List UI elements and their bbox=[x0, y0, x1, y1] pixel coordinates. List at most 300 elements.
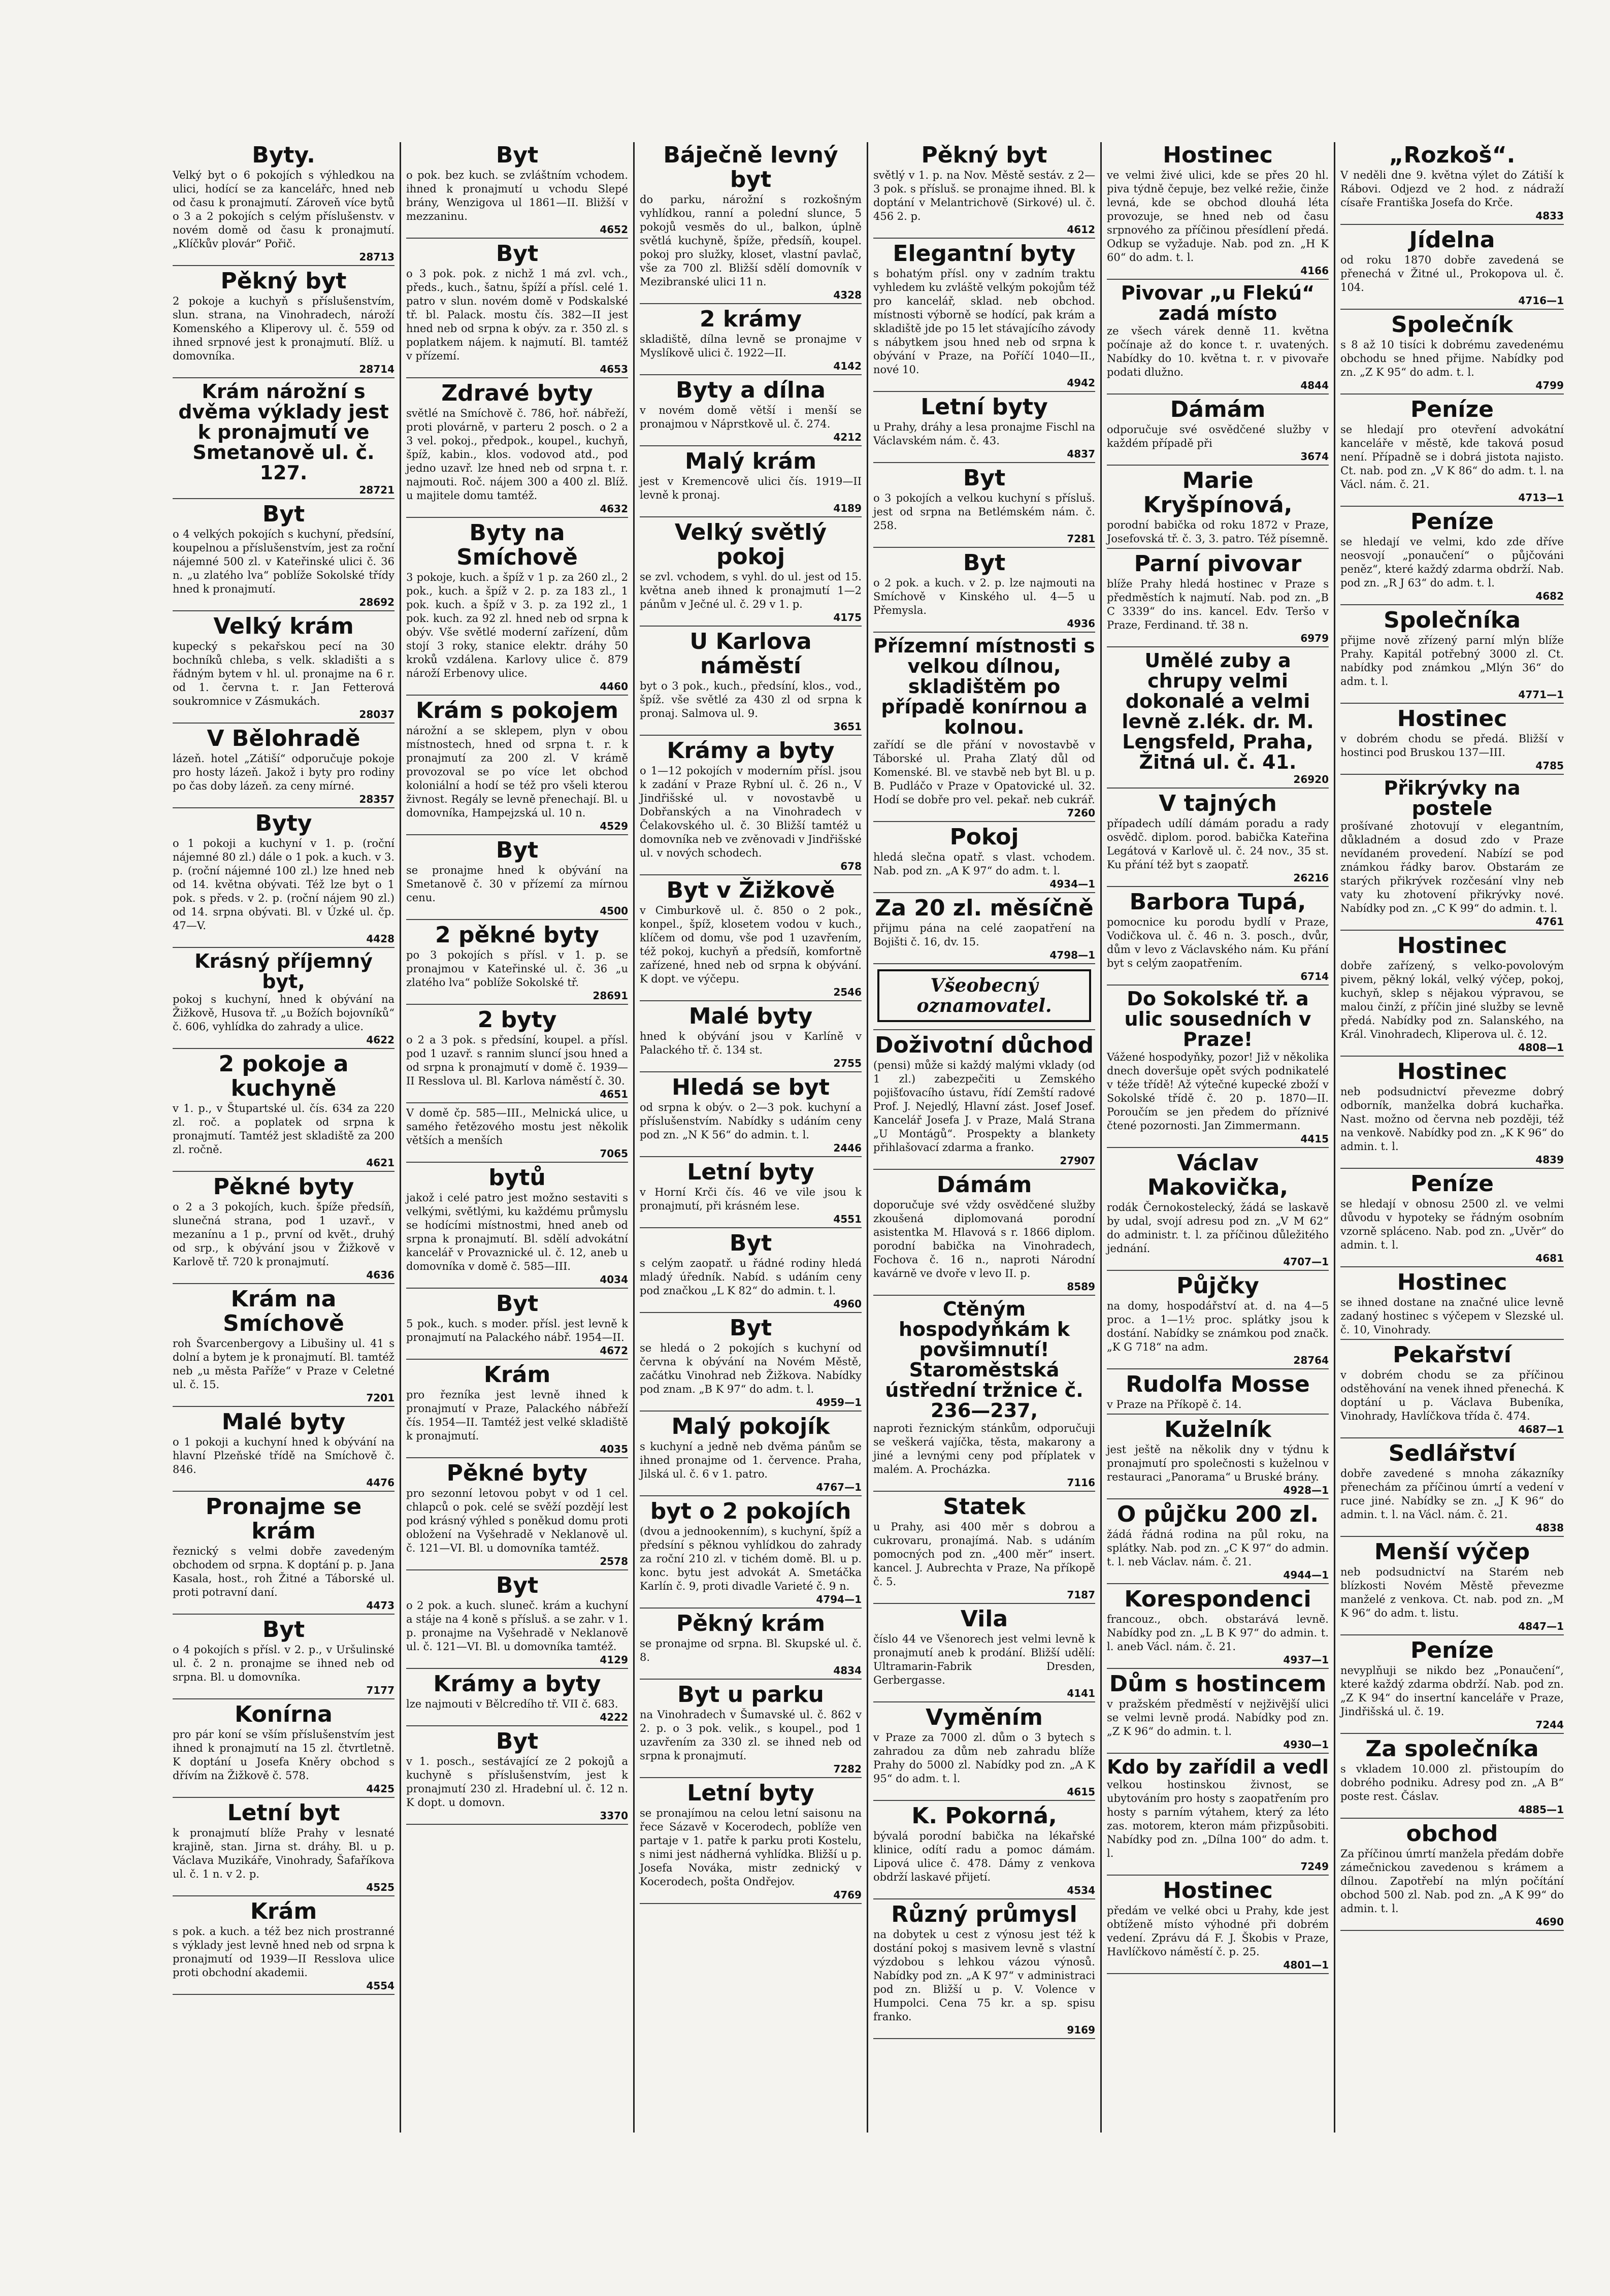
ad-heading: Krám na Smíchově bbox=[223, 1286, 344, 1336]
ad-body: v Horní Krči čís. 46 ve vile jsou k pronajmutí, při krásném lese. bbox=[640, 1186, 862, 1212]
ad-heading: Krám s pokojem bbox=[416, 698, 618, 724]
ad-heading: Statek bbox=[943, 1494, 1026, 1520]
ad-heading: Letní byty bbox=[687, 1159, 814, 1185]
ad-number: 4801—1 bbox=[1283, 1959, 1329, 1971]
ad-number: 4672 bbox=[600, 1344, 628, 1357]
ad-heading: Sedlářství bbox=[1388, 1440, 1516, 1466]
classified-ad bbox=[873, 1903, 1095, 2039]
classified-ad bbox=[1340, 707, 1564, 775]
ad-body: k pronajmutí blíže Prahy v lesnaté krajině, stan. Jirna st. dráhy. Bl. u p. Václava Muzikáře, Vinohrady, Šafaříkova ul. č. 1 n. v 2. p. bbox=[173, 1827, 395, 1880]
ad-body: žádá řádná rodina na půl roku, na splátky. Nab. pod zn. „C K 97“ do admin. t. l. neb Václav. nám. č. 21. bbox=[1107, 1528, 1329, 1568]
ad-number: 4142 bbox=[833, 360, 862, 372]
classified-ad bbox=[1107, 469, 1329, 549]
ad-body: 5 pok., kuch. s moder. přísl. jest levně k pronajmutí na Palackého nábř. 1954—II. bbox=[406, 1318, 628, 1343]
classified-ad bbox=[173, 381, 395, 499]
classified-ad bbox=[406, 381, 628, 518]
ad-body: se pronajme hned k obývání na Smetanově č. 30 v přízemí za mírnou cenu. bbox=[406, 864, 628, 904]
classified-ad bbox=[1107, 283, 1329, 395]
classified-ad bbox=[873, 1804, 1095, 1899]
ad-number: 27907 bbox=[1060, 1155, 1095, 1167]
ad-heading: Pivovar „u Flekú“ zadá místo bbox=[1121, 282, 1315, 324]
ad-number: 26920 bbox=[1293, 773, 1329, 785]
ad-heading: Za společníka bbox=[1365, 1736, 1539, 1762]
classified-ad bbox=[406, 1106, 628, 1163]
ad-heading: Byty. bbox=[252, 142, 315, 168]
ad-heading: Různý průmysl bbox=[891, 1901, 1077, 1927]
ad-number: 4525 bbox=[366, 1881, 395, 1893]
classified-ad bbox=[1340, 1540, 1564, 1635]
ad-heading: byt o 2 pokojích bbox=[650, 1498, 851, 1524]
ad-heading: Byty na Smíchově bbox=[456, 520, 578, 570]
ad-number: 4936 bbox=[1067, 617, 1095, 630]
classified-ad bbox=[1107, 143, 1329, 280]
ad-heading: Byt bbox=[262, 1617, 305, 1643]
classified-ad bbox=[406, 1573, 628, 1669]
ad-body: u Prahy, asi 400 měr s dobrou a cukrovaru, pronajímá. Nab. s udáním pomocných pod zn. „400 měr“ insert. kancel. J. Aubrechta v Praze, Na příkopě č. 5. bbox=[873, 1521, 1095, 1588]
classified-ad bbox=[640, 1160, 862, 1228]
ad-heading: Barbora Tupá, bbox=[1129, 889, 1306, 915]
classified-ad bbox=[1107, 890, 1329, 986]
classified-ad bbox=[1107, 650, 1329, 789]
classified-ad bbox=[173, 1899, 395, 1995]
classified-ad bbox=[873, 1033, 1095, 1170]
ad-heading: U Karlova náměstí bbox=[689, 629, 812, 679]
ad-heading: Konírna bbox=[235, 1701, 333, 1727]
ad-heading: Krám bbox=[250, 1898, 317, 1924]
ad-number: 7281 bbox=[1067, 533, 1095, 545]
ad-body: hned k obývání jsou v Karlíně v Palackého tř. č. 134 st. bbox=[640, 1030, 862, 1056]
classified-ad bbox=[873, 242, 1095, 392]
ad-heading: Byt bbox=[262, 501, 305, 527]
classified-ad bbox=[873, 1495, 1095, 1604]
ad-heading: V tajných bbox=[1159, 791, 1277, 816]
ad-number: 28721 bbox=[359, 484, 395, 496]
ad-heading: Malé byty bbox=[688, 1003, 813, 1029]
ad-number: 4415 bbox=[1300, 1133, 1329, 1145]
classified-ad bbox=[640, 520, 862, 627]
ad-body: jest v Kremencově ulici čís. 1919—II levně k pronaj. bbox=[640, 475, 862, 501]
ad-number: 2578 bbox=[600, 1555, 628, 1567]
ad-heading: Hledá se byt bbox=[672, 1074, 830, 1100]
ad-number: 4651 bbox=[600, 1088, 628, 1100]
ad-body: v Praze za 7000 zl. dům o 3 bytech s zahradou za dům neb zahradu blíže Prahy do 5000 zl. Nabídky pod zn. „A K 95“ do adm. t. l. bbox=[873, 1731, 1095, 1785]
ad-number: 26216 bbox=[1293, 872, 1329, 884]
ad-heading: V Bělohradě bbox=[207, 726, 360, 751]
classified-ad bbox=[406, 521, 628, 696]
ad-number: 4934—1 bbox=[1049, 878, 1095, 890]
ad-number: 4808—1 bbox=[1518, 1041, 1564, 1054]
ad-number: 4937—1 bbox=[1283, 1654, 1329, 1666]
ad-heading: O půjčku 200 zl. bbox=[1116, 1501, 1319, 1527]
ad-number: 4034 bbox=[600, 1273, 628, 1286]
classified-ad bbox=[1107, 1502, 1329, 1584]
ad-number: 4794—1 bbox=[816, 1593, 862, 1605]
ad-body: rodák Černokostelecký, žádá se laskavě by udal, svojí adresu pod zn. „V M 62“ do administr. t. l. za příčinou důležitého jednání. bbox=[1107, 1201, 1329, 1255]
ad-heading: Doživotní důchod bbox=[874, 1032, 1094, 1058]
ad-heading: obchod bbox=[1406, 1821, 1498, 1847]
classified-ad bbox=[173, 1287, 395, 1407]
ad-number: 4930—1 bbox=[1283, 1739, 1329, 1751]
ad-number: 4885—1 bbox=[1518, 1803, 1564, 1816]
classified-ad bbox=[640, 378, 862, 446]
ad-heading: Letní byt bbox=[227, 1800, 340, 1826]
ad-number: 4212 bbox=[833, 431, 862, 443]
classified-ad bbox=[640, 1612, 862, 1680]
classified-ad bbox=[173, 269, 395, 378]
ad-number: 4681 bbox=[1535, 1252, 1564, 1264]
ad-body: od roku 1870 dobře zavedená se přenechá v Žitné ul., Prokopova ul. č. 104. bbox=[1340, 254, 1564, 293]
ad-body: roh Švarcenbergovy a Libušiny ul. 41 s dolní a bytem je k pronajmutí. Bl. tamtéž neb „u města Paříže“ v Praze v Celetné ul. č. 15. bbox=[173, 1337, 395, 1391]
classified-ad bbox=[173, 951, 395, 1049]
ad-heading: Byt bbox=[729, 1230, 772, 1256]
ad-number: 9169 bbox=[1067, 2024, 1095, 2036]
classified-ad bbox=[640, 1231, 862, 1313]
ad-heading: Velký krám bbox=[213, 613, 354, 639]
ad-body: neb podsudnictví převezme dobrý odborník, manželka dobrá kuchařka. Nast. možno od června neb později, též na venkově. Nabídky pod zn. „K K 96“ do admin. t. l. bbox=[1340, 1086, 1564, 1153]
ad-body: (pensi) může si každý malými vklady (od 1 zl.) zabezpečiti u Zemského pojišťovacího ústavu, řídí Zemští radové Prof. J. Nejedlý, Hlavní zást. Josef Josef. Kancelář Josefa J. v Praze, Malá Strana „U Montágů“. Prospekty a blankety přihlašovací zdarma a franko. bbox=[873, 1059, 1095, 1154]
ad-number: 4035 bbox=[600, 1443, 628, 1455]
classified-ad bbox=[1107, 1672, 1329, 1754]
ad-number: 7260 bbox=[1067, 807, 1095, 819]
ad-heading: Do Sokolské tř. a ulic sousedních v Praze! bbox=[1124, 988, 1311, 1051]
classified-ad bbox=[406, 1672, 628, 1726]
classified-ad bbox=[1340, 510, 1564, 605]
ad-body: se hledají ve velmi, kdo zde dříve neosvojí „ponaučení“ o půjčováni peněz“, které každý zdarma obdrží. Nab. pod zn. „R J 63“ do adm. t. l. bbox=[1340, 536, 1564, 589]
ad-heading: Kdo by zařídil a vedl bbox=[1107, 1756, 1329, 1778]
ad-number: 4473 bbox=[366, 1599, 395, 1612]
ad-number: 4476 bbox=[366, 1477, 395, 1489]
ad-number: 4761 bbox=[1535, 915, 1564, 928]
classified-ad bbox=[1340, 398, 1564, 507]
ad-body: se pronajme od srpna. Bl. Skupské ul. č. 8. bbox=[640, 1637, 862, 1663]
ad-number: 3370 bbox=[600, 1810, 628, 1822]
ad-number: 28691 bbox=[593, 990, 628, 1002]
ad-number: 4771—1 bbox=[1518, 688, 1564, 701]
ad-heading: Pronajme se krám bbox=[205, 1494, 362, 1544]
ad-heading: Společník bbox=[1391, 312, 1514, 338]
classified-ad bbox=[1107, 1372, 1329, 1415]
ad-body: do parku, nárožní s rozkošným vyhlídkou, ranní a polední slunce, 5 pokojů vesměs do ul., balkon, úplně světlá kuchyně, špíže, předsíň, koupel. pokoj pro služky, kloset, vlastní pavlač, vše za 700 zl. Bližší sdělí domovník v Mezibranské ulici 11 n. bbox=[640, 193, 862, 288]
ad-number: 4716—1 bbox=[1518, 294, 1564, 307]
ad-number: 2755 bbox=[833, 1057, 862, 1069]
ad-heading: Menší výčep bbox=[1374, 1539, 1530, 1565]
ad-body: číslo 44 ve Všenorech jest velmi levně k pronajmutí aneb k prodání. Bližší udělí: Ultramarin-Fabrik Dresden, Gerbergasse. bbox=[873, 1633, 1095, 1686]
classified-ad bbox=[173, 1495, 395, 1615]
ad-body: s 8 až 10 tisíci k dobrému zavedenému obchodu se hned přijme. Nabídky pod zn. „Z K 95“ do adm. t. l. bbox=[1340, 339, 1564, 378]
classified-ad bbox=[873, 1607, 1095, 1702]
ad-heading: Kuželník bbox=[1164, 1417, 1271, 1442]
classified-ad bbox=[1107, 989, 1329, 1148]
ad-body: s vkladem 10.000 zl. přistoupím do dobrého podniku. Adresy pod zn. „A B“ poste rest. Čáslav. bbox=[1340, 1763, 1564, 1802]
ad-heading: Byt bbox=[496, 1291, 539, 1317]
ad-body: u Prahy, dráhy a lesa pronajme Fischl na Václavském nám. č. 43. bbox=[873, 421, 1095, 447]
ad-body: se pronajímou na celou letní saisonu na řece Sázavě v Kocerodech, poblíže ven partaje v 1. patře k parku proti Kostelu, s nimi jest nádherná vyhlídka. Bližší u p. Josefa Nováka, mistr zednický v Kocerodech, pošta Ondřejov. bbox=[640, 1807, 862, 1888]
ad-heading: Korespondenci bbox=[1124, 1586, 1311, 1612]
ad-number: 7177 bbox=[366, 1684, 395, 1696]
ad-number: 4690 bbox=[1535, 1916, 1564, 1928]
ad-number: 4500 bbox=[600, 905, 628, 917]
ad-number: 28037 bbox=[359, 708, 395, 720]
classified-ad bbox=[406, 242, 628, 378]
ad-heading: Hostinec bbox=[1397, 1059, 1507, 1085]
ad-heading: Byt bbox=[496, 1572, 539, 1598]
classified-ad bbox=[1340, 1060, 1564, 1169]
ad-heading: Byt bbox=[963, 465, 1006, 491]
ad-heading: Byt v Žižkově bbox=[666, 877, 835, 903]
ad-body: pro řezníka jest levně ihned k pronajmutí v Praze, Palackého nábřeží čís. 1954—II. Tamtéž jest velké skladiště k pronajmutí. bbox=[406, 1389, 628, 1442]
ad-heading: Malé byty bbox=[221, 1409, 346, 1435]
ad-heading: Pěkné byty bbox=[213, 1174, 354, 1200]
ad-body: neb podsudnictví na Starém neb blízkosti Novém Městě převezme manželé z venkova. Ct. nab. pod zn. „M K 96“ do adm. t. listu. bbox=[1340, 1566, 1564, 1619]
ad-number: 4460 bbox=[600, 680, 628, 693]
ad-number: 4959—1 bbox=[816, 1396, 862, 1408]
ad-body: dobře zavedené s mnoha zákazníky přenechám za příčinou úmrtí a vedení v ruce jiné. Nabídky se zn. „J K 96“ do admin. t. l. na Václ. nám. č. 21. bbox=[1340, 1467, 1564, 1521]
ad-heading: Marie Kryšpínová, bbox=[1143, 468, 1293, 518]
ad-heading: Krám bbox=[483, 1362, 551, 1388]
ad-body: v dobrém chodu se předá. Bližší v hostinci pod Bruskou 137—III. bbox=[1340, 733, 1564, 759]
ad-number: 7116 bbox=[1067, 1477, 1095, 1489]
classified-ad bbox=[173, 727, 395, 808]
ad-heading: Letní byty bbox=[687, 1780, 814, 1806]
classified-ad bbox=[873, 1173, 1095, 1296]
ad-heading: Půjčky bbox=[1176, 1273, 1259, 1299]
classified-ad bbox=[1107, 1274, 1329, 1369]
classified-ad bbox=[173, 1175, 395, 1284]
classified-ad bbox=[640, 1499, 862, 1609]
classified-ad bbox=[1340, 1172, 1564, 1267]
ad-heading: bytů bbox=[488, 1165, 546, 1191]
classified-ad bbox=[1340, 143, 1564, 225]
classified-ad bbox=[1340, 1822, 1564, 1931]
ad-body: pro sezonní letovou pobyt v od 1 cel. chlapců o pok. celé se svěží pozdějí lest pod krásný výhled s poněkud domu proti obložení na Vyšehradě v Neklanově ul. č. 121—VI. Bl. u domovníka tamtéž. bbox=[406, 1487, 628, 1554]
ad-heading: Zdravé byty bbox=[441, 380, 593, 406]
ad-number: 4141 bbox=[1067, 1687, 1095, 1699]
ad-heading: Pěkný byt bbox=[220, 268, 347, 294]
newspaper-page bbox=[168, 142, 1569, 2133]
ad-heading: Hostinec bbox=[1397, 1269, 1507, 1295]
classified-ad bbox=[640, 1781, 862, 1904]
ad-body: nárožní a se sklepem, plyn v obou místnostech, hned od srpna t. r. k pronajmutí za 200 zl. V krámě provozoval se po více let obchod koloniální a hodí se též pro všeli kterou živnost. Regály se levně přenechají. Bl. u domovníka, Hampejzská ul. 10 n. bbox=[406, 725, 628, 819]
ad-heading: Dům s hostincem bbox=[1109, 1671, 1327, 1697]
ad-heading: Pekařství bbox=[1393, 1342, 1512, 1368]
ad-body: Vážené hospodyňky, pozor! Již v několika dnech doveršuje opět svých podnikatelé v téže třídě! Až výtečné kupecké zboží v Sokolské třídě č. 20 p. 1870—II. Poroučím se jen předem do příznivé čtené pozornosti. Jan Zimmermann. bbox=[1107, 1051, 1329, 1132]
classified-ad bbox=[873, 636, 1095, 822]
ad-body: o 1 pokoji a kuchyní v 1. p. (roční nájemné 80 zl.) dále o 1 pok. a kuch. v 3. p. (roční nájemné 100 zl.) lze hned neb od 14. května obývati. Též lze byt o 1 pok. s předs. v 2. p. (roční nájem 90 zl.) od 14. srpna obývati. Bl. v Úzké ul. čp. 47—V. bbox=[173, 837, 395, 932]
ad-number: 678 bbox=[840, 860, 862, 872]
ad-heading: Hostinec bbox=[1397, 706, 1507, 732]
ad-body: francouz., obch. obstarává levně. Nabídky pod zn. „L B K 97“ do admin. t. l. aneb Václ. nám. č. 21. bbox=[1107, 1613, 1329, 1653]
ad-body: se zvl. vchodem, s vyhl. do ul. jest od 15. května aneb ihned k pronajmutí 1—2 pánům v Ječné ul. č. 29 v 1. p. bbox=[640, 571, 862, 610]
classified-ad bbox=[640, 143, 862, 304]
ad-body: se ihned dostane na značné ulice levně zadaný hostinec s výčepem v Slezské ul. č. 10, Vinohrady. bbox=[1340, 1296, 1564, 1336]
ad-body: na Vinohradech v Šumavské ul. č. 862 v 2. p. o 3 pok. velik., s koupel., pod 1 uzavřením za 330 zl. se ihned neb od srpna k pronajmutí. bbox=[640, 1709, 862, 1762]
classified-ad bbox=[640, 1683, 862, 1778]
ad-body: předám ve velké obci u Prahy, kde jest obtíženě místo výhodné při dobrém vedení. Zprávu dá F. J. Škobis v Praze, Havlíčkovo náměstí č. p. 25. bbox=[1107, 1905, 1329, 1958]
ad-body: skladiště, dílna levně se pronajme v Myslíkově ulici č. 1922—II. bbox=[640, 333, 862, 359]
ad-number: 4785 bbox=[1535, 760, 1564, 772]
ad-column-1 bbox=[168, 142, 401, 2133]
ad-heading: Pokoj bbox=[949, 824, 1019, 850]
classified-ad bbox=[640, 449, 862, 517]
classified-ad bbox=[1107, 1757, 1329, 1876]
ad-heading: Byt bbox=[496, 837, 539, 863]
ad-number: 4551 bbox=[833, 1213, 862, 1225]
ad-number: 6979 bbox=[1300, 632, 1329, 644]
classified-ad bbox=[640, 878, 862, 1001]
ad-body: od srpna k obýv. o 2—3 pok. kuchyní a příslušenstvím. Nabídky s udáním ceny pod zn. „N K 56“ do admin. t. l. bbox=[640, 1101, 862, 1141]
ad-heading: Vyměním bbox=[926, 1704, 1043, 1730]
ad-number: 4944—1 bbox=[1283, 1569, 1329, 1581]
ad-heading: Umělé zuby a chrupy velmi dokonalé a velmi levně z.lék. dr. M. Lengsfeld, Praha, Žitná ul. č. 41. bbox=[1122, 649, 1314, 773]
ad-heading: Hostinec bbox=[1163, 142, 1273, 168]
ad-heading: Byty a dílna bbox=[676, 377, 826, 403]
ad-heading: Malý pokojík bbox=[671, 1414, 830, 1439]
ad-body: jakož i celé patro jest možno sestaviti s velkými, světlými, ku každému průmyslu se hodícími místnostmi, hned aneb od srpna k pronajmutí. Bl. sdělí advokátní kancelář v Provaznické ul. č. 12, aneb u domovníka v domě č. 585—III. bbox=[406, 1192, 628, 1272]
ad-column-5 bbox=[1102, 142, 1335, 2133]
ad-number: 4428 bbox=[366, 933, 395, 945]
ad-number: 4175 bbox=[833, 611, 862, 624]
ad-number: 4928—1 bbox=[1283, 1484, 1329, 1496]
ad-heading: Byt bbox=[729, 1315, 772, 1341]
classified-ad bbox=[1107, 1587, 1329, 1669]
ad-number: 4554 bbox=[366, 1980, 395, 1992]
ad-body: v Cimburkově ul. č. 850 o 2 pok., konpel., špíž, klosetem vodou v kuch., klíčem od domu, vše pod 1 uzavřením, též pokoj, kuchyň a předsíň, komfortně zařízené, hned neb od srpna k obývání. K dopt. ve výčepu. bbox=[640, 904, 862, 985]
classified-ad bbox=[173, 1702, 395, 1798]
classified-ad bbox=[1340, 313, 1564, 395]
classified-ad bbox=[873, 896, 1095, 964]
ad-body: lze najmouti v Bělcredího tř. VII č. 683. bbox=[406, 1698, 618, 1710]
classified-ad bbox=[1340, 228, 1564, 310]
ad-number: 4612 bbox=[1067, 223, 1095, 236]
classified-ad bbox=[406, 699, 628, 835]
ad-body: přijmu pána na celé zaopatření na Bojišti č. 16, dv. 15. bbox=[873, 922, 1095, 948]
ad-number: 4622 bbox=[366, 1034, 395, 1046]
ad-number: 4798—1 bbox=[1049, 949, 1095, 961]
classified-ad bbox=[406, 1166, 628, 1289]
ad-number: 2446 bbox=[833, 1142, 862, 1154]
ad-body: o 4 velkých pokojích s kuchyní, předsíní, koupelnou a příslušenstvím, jest za roční nájemné 500 zl. v Kateřinské ulici č. 36 n. „u zlatého lva“ poblíže Sokolské třídy hned k pronajmutí. bbox=[173, 528, 395, 595]
ad-heading: Byt bbox=[496, 241, 539, 267]
ad-heading: Krámy a byty bbox=[433, 1671, 601, 1697]
ad-heading: Pěkný byt bbox=[921, 142, 1047, 168]
ad-body: 3 pokoje, kuch. a špíž v 1 p. za 260 zl., 2 pok., kuch. a špíž v 2. p. za 183 zl., 1 pok. kuch. a špíž v 3. p. za 192 zl., 1 pok. kuch. za 92 zl. hned neb od srpna k obýv. Vše světlé moderní zařízení, dům stojí 3 roky, stanice elektr. dráhy 50 kroků vzdálena. Karlovy ulice č. 879 nároží Erbenovy ulice. bbox=[406, 571, 628, 679]
ad-number: 4222 bbox=[600, 1711, 628, 1723]
ad-body: ze všech várek denně 11. května počínaje až do konce t. r. uvatených. Nabídky do 10. května t. r. v pivovaře podati dlužno. bbox=[1107, 325, 1329, 378]
ad-heading: Krámy a byty bbox=[667, 738, 835, 764]
ad-heading: Krásný příjemný byt, bbox=[194, 950, 373, 993]
ad-body: o 1—12 pokojích v moderním přísl. jsou k zadání v Praze Rybní ul. č. 26 n., V Jindřišské ul. v novostavbě u Dobřanských a na Vinohradech v Čelakovského ul. č. 30 Bližší tamtéž u domovníka neb ve zvěnovadi v Jindřišské ul. v nových schodech. bbox=[640, 765, 862, 859]
ad-number: 4799 bbox=[1535, 379, 1564, 391]
classified-ad bbox=[640, 307, 862, 375]
ad-heading: Rudolfa Mosse bbox=[1126, 1371, 1310, 1397]
ad-body: V neděli dne 9. května výlet do Zátiší k Rábovi. Odjezd ve 2 hod. z nádraží císaře Františka Josefa do Krče. bbox=[1340, 169, 1564, 209]
classified-ad bbox=[1107, 1418, 1329, 1499]
ad-heading: Pěkný krám bbox=[676, 1611, 826, 1636]
ad-heading: Za 20 zl. měsíčně bbox=[875, 895, 1094, 921]
classified-ad bbox=[173, 614, 395, 724]
classified-ad bbox=[873, 466, 1095, 548]
ad-number: 7249 bbox=[1300, 1860, 1329, 1873]
classified-ad bbox=[640, 1004, 862, 1072]
ad-number: 4621 bbox=[366, 1157, 395, 1169]
ad-heading: Letní byty bbox=[921, 394, 1048, 420]
ad-body: o 2 a 3 pokojích, kuch. špíže předsíň, slunečná strana, pod 1 uzavř., v mezanínu a 1 p., první od květ., druhý od srp., k obývání jsou v Žižkově v Karlově tř. 720 k pronajmutí. bbox=[173, 1201, 395, 1268]
classified-ad bbox=[1107, 792, 1329, 887]
ad-number: 4839 bbox=[1535, 1154, 1564, 1166]
ad-number: 4425 bbox=[366, 1783, 395, 1795]
ad-body: 2 pokoje a kuchyň s příslušenstvím, slun. strana, na Vinohradech, nároží Komenského a Kliperovy ul. č. 559 od ihned srpnové jest k pronajmutí. Blíž. u domovníka. bbox=[173, 295, 395, 362]
ad-body: o 4 pokojích s přísl. v 2. p., v Uršulinské ul. č. 2 n. pronajme se ihned neb od srpna. Bl. u domovníka. bbox=[173, 1644, 395, 1683]
ad-number: 8589 bbox=[1067, 1281, 1095, 1293]
ad-heading: 2 byty bbox=[477, 1007, 557, 1033]
classified-ad bbox=[406, 1292, 628, 1360]
ad-body: pokoj s kuchyní, hned k obývání na Žižkově, Husova tř. „u Božích bojovníků“ č. 606, vyhlídka do zahrady a ulice. bbox=[173, 993, 395, 1033]
ad-number: 4847—1 bbox=[1518, 1620, 1564, 1632]
classified-ad bbox=[173, 143, 395, 266]
ad-heading: Václav Makovička, bbox=[1147, 1150, 1289, 1200]
classified-ad bbox=[173, 1052, 395, 1172]
ad-body: se hledá o 2 pokojích s kuchyní od června k obývání na Novém Městě, začátku Vinohrad neb Žižkova. Nabídky pod znam. „B K 97“ do adm. t. l. bbox=[640, 1342, 862, 1395]
classified-ad bbox=[406, 923, 628, 1005]
ad-heading: Přízemní místnosti s velkou dílnou, skladištěm po případě konírnou a kolnou. bbox=[873, 635, 1095, 738]
ad-body: velkou hostinskou živnost, se ubytováním pro hosty s zaopatřením pro hosty s parním výtahem, který za léto zas. motorem, kteron mám přizpůsobiti. Nabídky pod zn. „Dílna 100“ do adm. t. l. bbox=[1107, 1779, 1329, 1859]
ad-heading: Dámám bbox=[936, 1172, 1032, 1198]
ad-body: hledá slečna opatř. s vlast. vchodem. Nab. pod zn. „A K 97“ do adm. t. l. bbox=[873, 851, 1095, 877]
classified-ad bbox=[873, 969, 1095, 1030]
classified-ad bbox=[873, 143, 1095, 239]
ad-number: 4942 bbox=[1067, 377, 1095, 389]
ad-body: o 3 pok. pok. z nichž 1 má zvl. vch., předs., kuch., šatnu, špíží a přísl. celé 1. patro v slun. novém domě v Podskalské tř. bl. Palack. mostu čís. 382—II jest hned neb od srpna k obýv. za r. 350 zl. s poplatkem nájem. k najmutí. Bl. tamtéž v přízemí. bbox=[406, 268, 628, 362]
ad-number: 4652 bbox=[600, 223, 628, 236]
ad-number: 4615 bbox=[1067, 1786, 1095, 1798]
ad-number: 4632 bbox=[600, 503, 628, 515]
ad-body: na domy, hospodářství at. d. na 4—5 proc. a 1—1½ proc. splátky jsou k dostání. Nabídky se známkou pod značk. „K G 718“ na adm. bbox=[1107, 1300, 1329, 1353]
classified-ad bbox=[873, 395, 1095, 463]
ad-body: o 2 a 3 pok. s předsíní, koupel. a přísl. pod 1 uzavř. s rannim sluncí jsou hned a od srpna k pronajmutí v domě č. 1939—II Resslova ul. Bl. Karlova náměstí č. 30. bbox=[406, 1034, 628, 1087]
ad-number: 28764 bbox=[1293, 1354, 1329, 1366]
ad-body: s celým zaopatř. u řádné rodiny hledá mladý úředník. Nabíd. s udáním ceny pod značkou „L K 82“ do admin. t. l. bbox=[640, 1257, 862, 1297]
ad-body: doporučuje své vždy osvědčené služby zkoušená diplomovaná porodní asistentka M. Hlavová s r. 1866 diplom. porodní babička na Vinohradech, Fochova č. 16 n., naproti Národní kavárně ve dvoře v levo II. p. bbox=[873, 1199, 1095, 1280]
ad-number: 4838 bbox=[1535, 1522, 1564, 1534]
ad-heading: Peníze bbox=[1410, 1171, 1494, 1197]
ad-body: zařídí se dle přání v novostavbě v Táborské ul. Praha Zlatý důl od Komenské. Bl. ve stavbě neb byt Bl. u p. B. Pudláčo v Praze v Opatovické ul. 32. Hodí se dobře pro vel. pekař. neb cukrář. bbox=[873, 739, 1095, 806]
ad-number: 4653 bbox=[600, 363, 628, 375]
ad-body: o 3 pokojích a velkou kuchyní s přísluš. jest od srpna na Betlémském nám. č. 258. bbox=[873, 492, 1095, 532]
ad-number: 4713—1 bbox=[1518, 491, 1564, 504]
classified-ad bbox=[173, 1410, 395, 1492]
ad-body: kupecký s pekařskou pecí na 30 bochníků chleba, s velk. skladišti a s řádným bytem v hl. ul. pronajme na 6 r. od 1. června t. r. Jan Fetterová soukromnice v Zásmukách. bbox=[173, 640, 395, 707]
ad-body: případech udílí dámám poradu a rady osvědč. diplom. porod. babička Kateřina Legátová v Karlově ul. č. 24 nov., 35 st. Ku přání též byt s zaopatř. bbox=[1107, 817, 1329, 871]
ad-heading: Byt bbox=[963, 550, 1006, 576]
classified-ad bbox=[406, 1461, 628, 1570]
ad-body: naproti řeznickým stánkům, odporučuji se veškerá vajíčka, těsta, makarony a jiné a levnými ceny pod příplatek v malém. A. Procházka. bbox=[873, 1422, 1095, 1475]
ad-body: světlé na Smíchově č. 786, hoř. nábřeží, proti plovárně, v parteru 2 posch. o 2 a 3 vel. pokoj., předpok., koupel., kuchyň, špíž, kabin., klos. vodovod atd., pod jedno uzavř. lze hned neb od srpna t. r. najmouti. Roč. nájem 300 a 400 zl. Blíž. u majitele domu tamtéž. bbox=[406, 407, 628, 502]
ad-number: 4687—1 bbox=[1518, 1423, 1564, 1435]
ad-number: 4129 bbox=[600, 1654, 628, 1666]
ad-body: přijme nově zřízený parní mlýn blíže Prahy. Kapitál potřebný 3000 zl. Ct. nabídky pod známkou „Mlýn 36“ do adm. t. l. bbox=[1340, 634, 1564, 687]
classified-ad bbox=[873, 1299, 1095, 1492]
ad-number: 4682 bbox=[1535, 590, 1564, 602]
classified-ad bbox=[873, 825, 1095, 893]
ad-body: se hledají pro otevření advokátní kanceláře v městě, kde taková posud není. Případně se i dobrá jistota najisto. Ct. nab. pod zn. „V K 86“ do adm. t. l. na Václ. nám. č. 21. bbox=[1340, 423, 1564, 490]
ad-heading: 2 pokoje a kuchyně bbox=[218, 1051, 349, 1101]
ad-body: (dvou a jednookenním), s kuchyní, špíž a předsíní s pěknou vyhlídkou do zahrady za roční 210 zl. v tichém domě. Bl. u p. konc. bytu jest advokát A. Smetáčka Karlín č. 9, proti divadle Varieté č. 9 n. bbox=[640, 1525, 862, 1592]
ad-heading: „Rozkoš“. bbox=[1389, 142, 1516, 168]
classified-ad bbox=[640, 1316, 862, 1412]
ad-body: pomocnice ku porodu bydlí v Praze, Vodičkova ul. č. 46 n. 3. posch., dvůr, dům v levo z Václavského nám. Ku přání byt s celým zaopatřením. bbox=[1107, 916, 1329, 969]
ad-number: 2546 bbox=[833, 986, 862, 998]
ad-number: 28357 bbox=[359, 793, 395, 805]
